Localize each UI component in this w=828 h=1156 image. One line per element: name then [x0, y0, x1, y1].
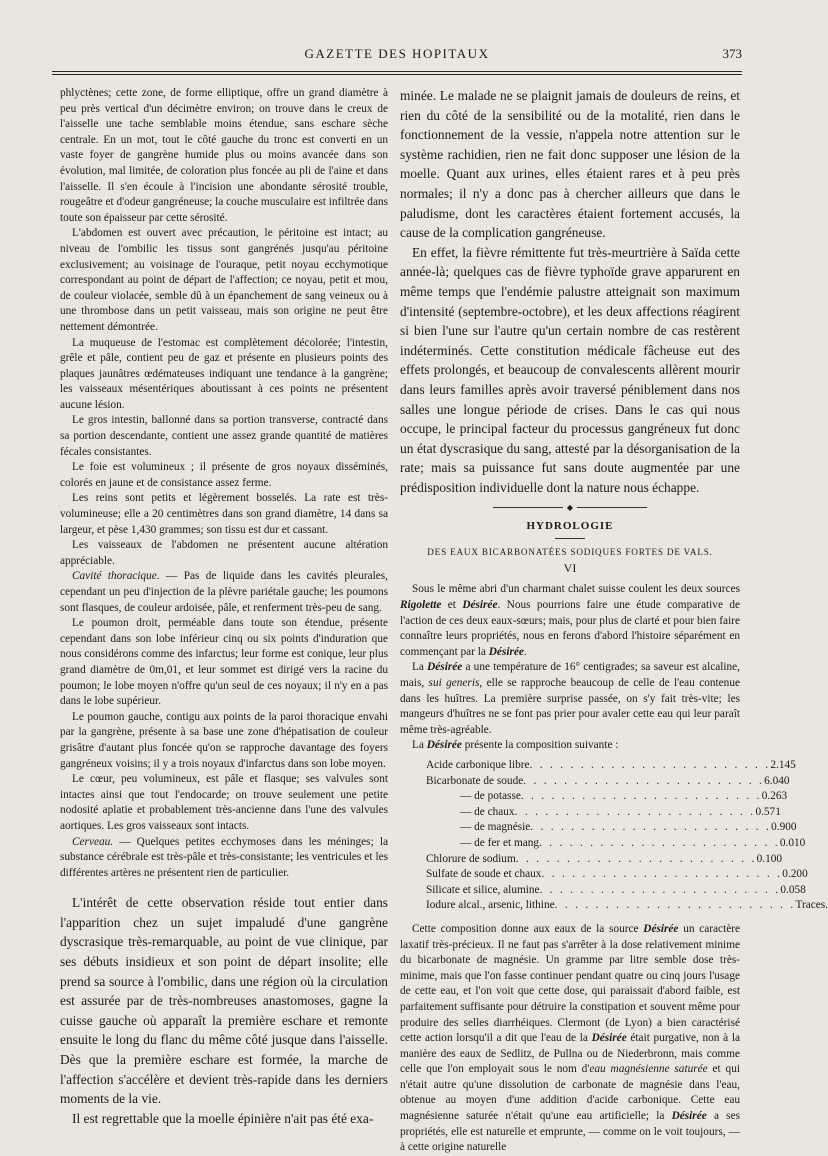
paragraph: Les vaisseaux de l'abdomen ne présentent aucune altération appréciable. [60, 539, 388, 567]
paragraph: En effet, la fièvre rémittente fut très-meurtrière à Saïda cette année-là; quelques cas de fièvre typhoïde grave apparurent en même temps que l'endémie palustre atteignait son maximum d'intensité (septembre-octobre), et les deux affections réagirent si bien l'une sur l'autre qu'un certain nombre de cas restèrent indéterminés. Cette constitution médicale fâcheuse eut des effets prolongés, et beaucoup de convalescents allèrent mourir dans leurs familles après avoir traversé péniblement dans nos salles une longue période de crises. Dans le cas qui nous occupe, le principal facteur du processus gangréneux fut donc un état dyscrasique du sang, attesté par la désorganisation de la rate; mais sa puissance fut sans doute augmentée par une prédisposition individuelle dont la nature nous échappe. [400, 244, 740, 495]
composition-row: Silicate et silice, alumine . . . . . . . . . . . . . . . . . . . . . . . . 0.058 [426, 883, 806, 896]
paragraph: L'intérêt de cette observation réside tout entier dans l'apparition chez un sujet impaludé d'une gangrène dyscrasique très-remarquable, au point de vue clinique, par ses débuts insidieux et son point de départ insolite; elle prend sa source à l'ombilic, dans une région où la circulation est assurée par de très-nombreuses anastomoses, gagne la cuisse gauche où apparaît la première eschare et remonte ensuite le long du flanc du même côté jusque dans l'aisselle. Dès que la première eschare est formée, la marche de l'affection s'accélère et devient très-rapide dans les derniers moments de la vie. [60, 895, 388, 1107]
composition-row: — de chaux . . . . . . . . . . . . . . . . . . . . . . . . 0.571 [460, 805, 781, 818]
paragraph: Les reins sont petits et légèrement bosselés. La rate est très-volumineuse; elle a 20 centimètres dans son grand diamètre, 14 dans sa largeur, et pèse 1,430 grammes; son tissu est dur et cassant. [60, 492, 388, 536]
page-header [52, 46, 742, 66]
paragraph: Le foie est volumineux ; il présente de gros noyaux disséminés, colorés en jaune et de consistance assez ferme. [60, 461, 388, 489]
paragraph: Cerveau. — Quelques petites ecchymoses dans les méninges; la substance cérébrale est très-pâle et très-consistante; les ventricules et les différentes artères ne présentent rien de particulier. [60, 835, 388, 879]
paragraph: phlyctènes; cette zone, de forme elliptique, offre un grand diamètre à peu près vertical d'un décimètre environ; on trouve dans le creux de l'aisselle une tache semblable moins étendue, sans eschare sèche centrale. En un mot, tout le côté gauche du tronc est converti en un vaste foyer de gangrène humide plus ou moins avancée dans son évolution, mal limitée, de coloration plus foncée au pli de l'aine et dans l'aisselle. Il s'en écoule à l'incision une abondante sérosité trouble, rougeâtre et d'odeur gangréneuse; la couche musculaire est infiltrée dans toute son épaisseur par cette sérosité. [60, 87, 388, 224]
paragraph: Le gros intestin, ballonné dans sa portion transverse, contracté dans sa portion descendante, contient une assez grande quantité de matières fécales consistantes. [60, 414, 388, 458]
paragraph: La Désirée présente la composition suivante : [412, 739, 619, 752]
page-number: 373 [722, 46, 742, 61]
section-number: VI [563, 561, 577, 576]
section-title: HYDROLOGIE [526, 520, 614, 533]
short-rule [555, 538, 585, 539]
composition-row: Iodure alcal., arsenic, lithine . . . . . . . . . . . . . . . . . . . . . . . . Traces. [426, 899, 828, 912]
composition-table [426, 758, 828, 914]
paragraph: Sous le même abri d'un charmant chalet suisse coulent les deux sources Rigolette et Désirée. Nous pourrions faire une étude comparative de l'action de ces deux eaux-sœurs; mais, pour plus de clarté et pour bien faire connaître leurs propriétés, nous en ferons d'abord l'histoire séparément en commençant par la Désirée. [400, 583, 740, 658]
paragraph: Le cœur, peu volumineux, est pâle et flasque; ses valvules sont intactes ainsi que tout l'endocarde; on trouve seulement une petite nodosité aplatie et probablement très-ancienne dans l'une des valvules aortiques. Les gros vaisseaux sont intacts. [60, 773, 388, 832]
composition-row: Acide carbonique libre . . . . . . . . . . . . . . . . . . . . . . . . 2.145 [426, 759, 796, 771]
left-column [60, 86, 388, 1128]
paragraph: Le poumon droit, perméable dans toute son étendue, présente cependant dans son lobe inférieur cinq ou six points d'induration que nous considérons comme des infarctus; leur forme est conique, leur plus grand diamètre de 0m,01, et leur sommet est dirigé vers la racine du poumon; le lobe moyen n'offre qu'un seul de ces noyaux; il n'y en a pas dans le lobe supérieur. [60, 617, 388, 708]
paragraph: La Désirée a une température de 16° centigrades; sa saveur est alcaline, mais, sui generis, elle se rapproche beaucoup de celle de l'eau contenue dans les huîtres. La première surprise passée, on s'y fait très-vite; les mangeurs d'huîtres ne se font pas prier pour avaler cette eau qui leur paraît même très-agréable. [400, 661, 740, 736]
diamond-ornament-icon: ◆ [566, 503, 574, 513]
header-rule-double [52, 74, 742, 75]
paragraph-lead: Cavité thoracique. [72, 570, 160, 583]
paragraph: minée. Le malade ne se plaignit jamais de douleurs de reins, et rien du côté de la sensibilité ou de la motalité, rien dans le fonctionnement de la vessie, n'appela notre attention sur le système rachidien, rien ne fait donc supposer une lésion de la moelle. Quant aux urines, elles étaient rares et à peu près normales; il n'y a donc pas à chercher ailleurs que dans le paludisme, dont les caractères étaient fortement accusés, la cause de la complication gangréneuse. [400, 88, 740, 241]
header-rule [52, 71, 742, 72]
composition-row: Chlorure de sodium . . . . . . . . . . . . . . . . . . . . . . . . 0.100 [426, 852, 783, 865]
composition-row: Sulfate de soude et chaux . . . . . . . . . . . . . . . . . . . . . . . . 0.200 [426, 868, 808, 881]
section-separator [400, 503, 740, 512]
composition-row: — de magnésie . . . . . . . . . . . . . . . . . . . . . . . . 0.900 [460, 821, 797, 834]
paragraph: Le poumon gauche, contigu aux points de la paroi thoracique envahi par la gangrène, présente à sa base une zone d'hépatisation de couleur grisâtre d'autant plus foncée qu'on se rapproche davantage des foyers gangréneux voisins; il y a trois noyaux d'infarctus dans son lobe moyen. [60, 710, 388, 770]
composition-row: Bicarbonate de soude . . . . . . . . . . . . . . . . . . . . . . . . 6.040 [426, 774, 790, 787]
section-subtitle: DES EAUX BICARBONATÉES SODIQUES FORTES DE VALS. [427, 547, 713, 558]
paragraph-lead: Cerveau. [72, 835, 114, 848]
composition-row: — de fer et mang . . . . . . . . . . . . . . . . . . . . . . . . 0.010 [460, 836, 806, 849]
paragraph: La muqueuse de l'estomac est complètement décolorée; l'intestin, grêle et pâle, contient peu de gaz et présente en plusieurs points des plaques jaunâtres œdémateuses indiquant une tendance à la gangrène; les vaisseaux mésentériques aboutissant à ces points ne présentent aucune lésion. [60, 336, 388, 411]
right-column [400, 86, 828, 1156]
paragraph: L'abdomen est ouvert avec précaution, le péritoine est intact; au niveau de l'ombilic les tissus sont gangrénés jusqu'au péritoine exclusivement; au voisinage de l'ouraque, petit noyau ecchymotique correspondant au point de départ de l'affection; ce noyau, petit et mou, de couleur violacée, semble dû à un épanchement de sang veineux ou à une thrombose dans un petit vaisseau, mais son origine ne peut être nettement démontrée. [60, 227, 388, 333]
journal-title: GAZETTE DES HOPITAUX [304, 46, 490, 61]
composition-row: — de potasse . . . . . . . . . . . . . . . . . . . . . . . . 0.263 [460, 790, 788, 803]
paragraph: Cavité thoracique. — Pas de liquide dans les cavités pleurales, cependant un peu d'injection de la plèvre pariétale gauche; les poumons sont flasques, de couleur ardoisée, pâle, et renferment très-peu de sang. [60, 570, 388, 614]
paragraph: Cette composition donne aux eaux de la source Désirée un caractère laxatif très-précieux. Il ne faut pas s'arrêter à la dose relativement minime du bicarbonate de magnésie. Un gramme par litre semble dose très-minime, mais que l'on fasse continuer pendant quatre ou cinq jours l'usage de cette eau, et l'on voit que cette dose, qui paraissait d'abord faible, est parfaitement suffisante pour détruire la constipation et souvent même pour produire des selles diarrhéiques. Clermont (de Lyon) a bien caractérisé cette action lorsqu'il a dit que l'eau de la Désirée était purgative, non à la manière des eaux de Sedlitz, de Pullna ou de Niederbronn, mais comme celle que l'on employait sous le nom d'eau magnésienne saturée et qui n'était autre qu'une dissolution de carbonate de magnésie dans l'eau, obtenue au moyen d'une addition d'acide carbonique. Cette eau magnésienne saturée n'était qu'une eau artificielle; la Désirée a ses propriétés, elle est naturelle et emprunte, — comme on le voit toujours, — à cette origine naturelle [400, 922, 740, 1154]
paragraph: Il est regrettable que la moelle épinière n'ait pas été exa- [72, 1110, 374, 1126]
